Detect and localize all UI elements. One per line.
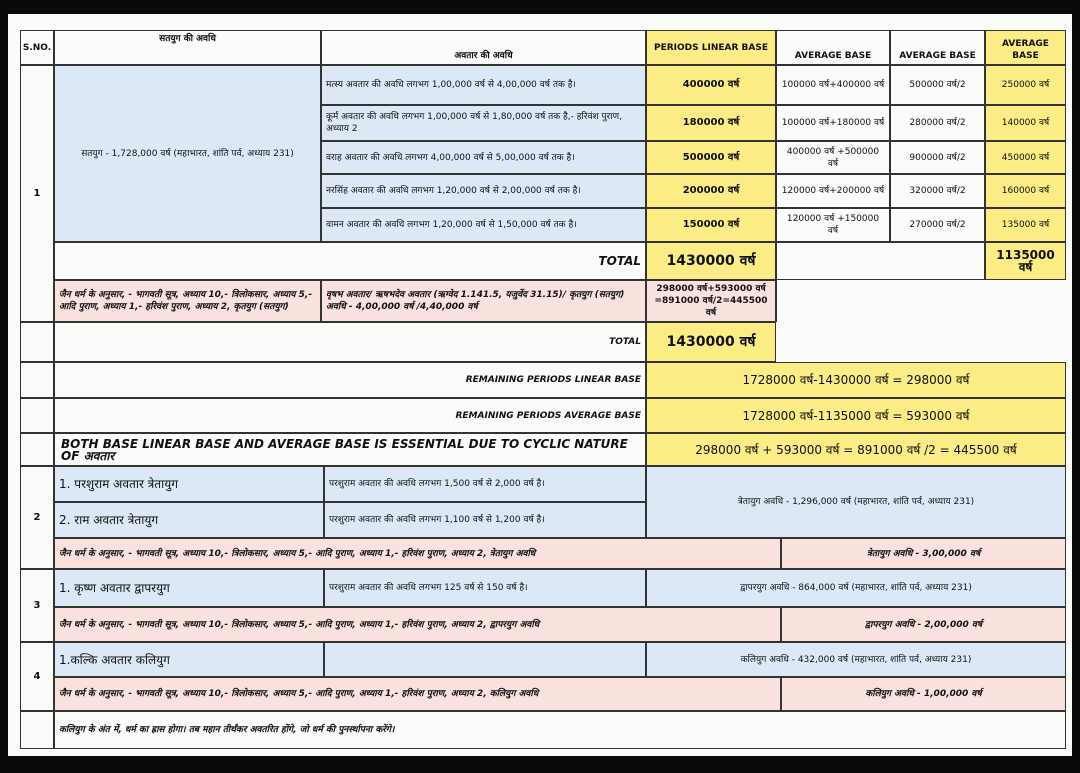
- avg3-matsya: 250000 वर्ष: [985, 65, 1066, 105]
- both-base-sno-blank: [20, 433, 54, 466]
- header-average-base-2: AVERAGE BASE: [890, 30, 985, 65]
- kaliyug-jain-period: कलियुग अवधि - 1,00,000 वर्ष: [781, 677, 1066, 711]
- total2-sno-blank: [20, 322, 54, 362]
- kaliyug-jain-text: जैन धर्म के अनुसार, - भागवती सूत्र, अध्याय 10,- त्रिलोकसार, अध्याय 5,- आदि पुराण, अध्याय 1,- हरिवंश पुराण, अध्याय 2, कलियुग अवधि: [54, 677, 781, 711]
- remaining-avg-value: 1728000 वर्ष-1135000 वर्ष = 593000 वर्ष: [646, 398, 1066, 433]
- ram-avatar-period: परशुराम अवतार की अवधि लगभग 1,100 वर्ष से 1,200 वर्ष है।: [324, 502, 646, 538]
- avg3-varaha: 450000 वर्ष: [985, 141, 1066, 174]
- avg2-vamana: 270000 वर्ष/2: [890, 208, 985, 242]
- remaining-avg-label: REMAINING PERIODS AVERAGE BASE: [54, 398, 646, 433]
- dwaparyug-period: द्वापरयुग अवधि - 864,000 वर्ष (महाभारत, शांति पर्व, अध्याय 231): [646, 569, 1066, 607]
- remaining-linear-label: REMAINING PERIODS LINEAR BASE: [54, 362, 646, 398]
- dwaparyug-jain-text: जैन धर्म के अनुसार, - भागवती सूत्र, अध्याय 10,- त्रिलोकसार, अध्याय 5,- आदि पुराण, अध्याय 1,- हरिवंश पुराण, अध्याय 2, द्वापरयुग अवधि: [54, 607, 781, 642]
- vrishabh-avatar-text: वृषभ अवतार/ ऋषभदेव अवतार (ऋग्वेद 1.141.5, यजुर्वेद 31.15)/ कृतयुग (सतयुग) अवधि - 4,00,000 वर्ष /4,40,000 वर्ष: [321, 280, 646, 322]
- ram-avatar-name: 2. राम अवतार त्रेतायुग: [54, 502, 324, 538]
- linear-narasimha: 200000 वर्ष: [646, 174, 776, 208]
- footer-note: कलियुग के अंत में, धर्म का ह्रास होगा। तब महान तीर्थंकर अवतरित होंगे, जो धर्म की पुनर्स्थापना करेंगे।: [54, 711, 1066, 749]
- linear-kurma: 180000 वर्ष: [646, 105, 776, 141]
- remaining-avg-sno-blank: [20, 398, 54, 433]
- tretayug-jain-period: त्रेतायुग अवधि - 3,00,000 वर्ष: [781, 538, 1066, 569]
- header-satyug-period: सतयुग की अवधि: [54, 30, 321, 65]
- dwaparyug-jain-period: द्वापरयुग अवधि - 2,00,000 वर्ष: [781, 607, 1066, 642]
- kaliyug-period: कलियुग अवधि - 432,000 वर्ष (महाभारत, शांति पर्व, अध्याय 231): [646, 642, 1066, 677]
- avg2-narasimha: 320000 वर्ष/2: [890, 174, 985, 208]
- linear-varaha: 500000 वर्ष: [646, 141, 776, 174]
- footer-sno-blank: [20, 711, 54, 749]
- total-blank: [776, 242, 985, 280]
- parshuram-avatar-period: परशुराम अवतार की अवधि लगभग 1,500 वर्ष से 2,000 वर्ष है।: [324, 466, 646, 502]
- section4-sno: 4: [20, 642, 54, 711]
- satyug-period-label: सतयुग - 1,728,000 वर्ष (महाभारत, शांति पर्व, अध्याय 231): [54, 65, 321, 242]
- avg1-matsya: 100000 वर्ष+400000 वर्ष: [776, 65, 890, 105]
- header-periods-linear-base: PERIODS LINEAR BASE: [646, 30, 776, 65]
- krishna-avatar-period: परशुराम अवतार की अवधि लगभग 125 वर्ष से 150 वर्ष है।: [324, 569, 646, 607]
- avg3-vamana: 135000 वर्ष: [985, 208, 1066, 242]
- avg2-varaha: 900000 वर्ष/2: [890, 141, 985, 174]
- avatar-row-kurma: कूर्म अवतार की अवधि लगभग 1,00,000 वर्ष से 1,80,000 वर्ष तक है,- हरिवंश पुराण, अध्याय 2: [321, 105, 646, 141]
- avg3-kurma: 140000 वर्ष: [985, 105, 1066, 141]
- avg1-varaha: 400000 वर्ष +500000 वर्ष: [776, 141, 890, 174]
- header-sno: S.NO.: [20, 30, 54, 65]
- krishna-avatar-name: 1. कृष्ण अवतार द्वापरयुग: [54, 569, 324, 607]
- header-avatar-period: अवतार की अवधि: [321, 30, 646, 65]
- remaining-linear-sno-blank: [20, 362, 54, 398]
- linear-matsya: 400000 वर्ष: [646, 65, 776, 105]
- linear-vamana: 150000 वर्ष: [646, 208, 776, 242]
- avatar-row-matsya: मत्स्य अवतार की अवधि लगभग 1,00,000 वर्ष से 4,00,000 वर्ष तक है।: [321, 65, 646, 105]
- kalki-avatar-name: 1.कल्कि अवतार कलियुग: [54, 642, 324, 677]
- avg3-narasimha: 160000 वर्ष: [985, 174, 1066, 208]
- parshuram-avatar-name: 1. परशुराम अवतार त्रेतायुग: [54, 466, 324, 502]
- both-base-value: 298000 वर्ष + 593000 वर्ष = 891000 वर्ष /2 = 445500 वर्ष: [646, 433, 1066, 466]
- total-linear: 1430000 वर्ष: [646, 242, 776, 280]
- avatar-row-vamana: वामन अवतार की अवधि लगभग 1,20,000 वर्ष से 1,50,000 वर्ष तक है।: [321, 208, 646, 242]
- kalki-avatar-period-blank: [324, 642, 646, 677]
- remaining-linear-value: 1728000 वर्ष-1430000 वर्ष = 298000 वर्ष: [646, 362, 1066, 398]
- avg2-kurma: 280000 वर्ष/2: [890, 105, 985, 141]
- header-average-base-3: AVERAGE BASE: [985, 30, 1066, 65]
- satyug-jain-text: जैन धर्म के अनुसार, - भागवती सूत्र, अध्याय 10,- त्रिलोकसार, अध्याय 5,- आदि पुराण, अध्याय 1,- हरिवंश पुराण, अध्याय 2, कृतयुग (सतयुग): [54, 280, 321, 322]
- total-label: TOTAL: [54, 242, 646, 280]
- avg1-vamana: 120000 वर्ष +150000 वर्ष: [776, 208, 890, 242]
- total2-value: 1430000 वर्ष: [646, 322, 776, 362]
- avg1-narasimha: 120000 वर्ष+200000 वर्ष: [776, 174, 890, 208]
- tretayug-period: त्रेतायुग अवधि - 1,296,000 वर्ष (महाभारत, शांति पर्व, अध्याय 231): [646, 466, 1066, 538]
- avg1-kurma: 100000 वर्ष+180000 वर्ष: [776, 105, 890, 141]
- tretayug-jain-text: जैन धर्म के अनुसार, - भागवती सूत्र, अध्याय 10,- त्रिलोकसार, अध्याय 5,- आदि पुराण, अध्याय 1,- हरिवंश पुराण, अध्याय 2, त्रेतायुग अवधि: [54, 538, 781, 569]
- vrishabh-blank: [776, 280, 1066, 322]
- section1-sno: 1: [20, 65, 54, 322]
- avatar-row-narasimha: नरसिंह अवतार की अवधि लगभग 1,20,000 वर्ष से 2,00,000 वर्ष तक है।: [321, 174, 646, 208]
- bottom-black-bar: [0, 756, 1080, 773]
- avatar-row-varaha: वराह अवतार की अवधि लगभग 4,00,000 वर्ष से 5,00,000 वर्ष तक है।: [321, 141, 646, 174]
- both-base-label: BOTH BASE LINEAR BASE AND AVERAGE BASE IS ESSENTIAL DUE TO CYCLIC NATURE OF अवतार: [54, 433, 646, 466]
- total-avg: 1135000 वर्ष: [985, 242, 1066, 280]
- avg2-matsya: 500000 वर्ष/2: [890, 65, 985, 105]
- section2-sno: 2: [20, 466, 54, 569]
- header-average-base-1: AVERAGE BASE: [776, 30, 890, 65]
- total2-label: TOTAL: [54, 322, 646, 362]
- vrishabh-calc: 298000 वर्ष+593000 वर्ष =891000 वर्ष/2=445500 वर्ष: [646, 280, 776, 322]
- section3-sno: 3: [20, 569, 54, 642]
